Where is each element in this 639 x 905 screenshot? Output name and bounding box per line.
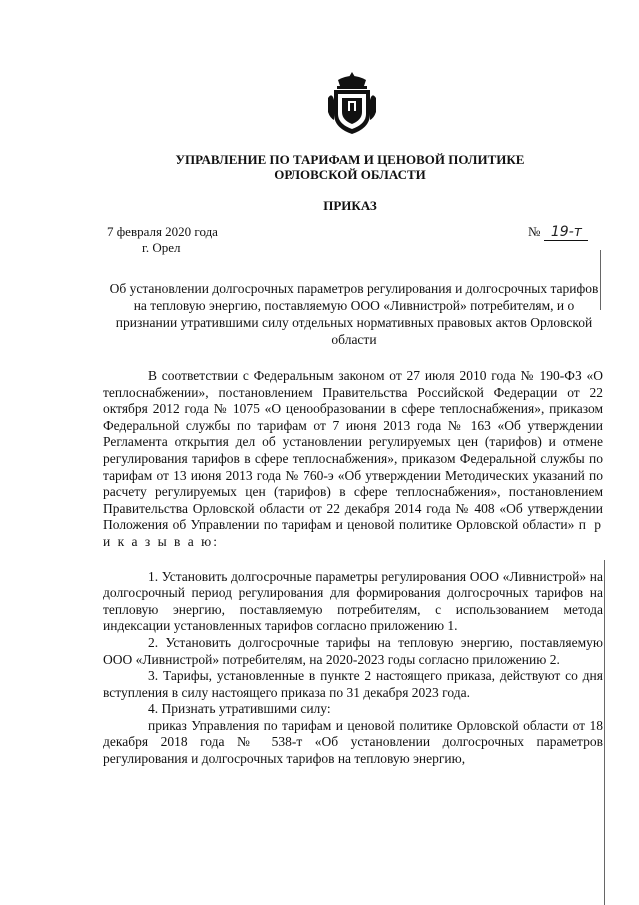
document-body [103,368,603,768]
order-word: п р и к а з ы в а ю: [103,517,603,549]
coat-of-arms-emblem [328,70,376,138]
document-city: г. Орел [142,240,181,255]
document-subject: Об установлении долгосрочных параметров регулирования и долгосрочных тарифов на тепловую энергию, поставляемую ООО «Ливнистрой» потребителям, и о признании утратившими силу отдельных нормативных правовых актов Орловской области [109,281,599,347]
preamble-paragraph [103,368,603,551]
number-label: № [528,224,541,239]
item-4-subitem: приказ Управления по тарифам и ценовой политике Орловской области от 18 декабря 2018 года № 538-т «Об установлении долгосрочных параметров регулирования и долгосрочных тарифов на тепловую энергию, [103,717,603,767]
issuer-line-1: УПРАВЛЕНИЕ ПО ТАРИФАМ И ЦЕНОВОЙ ПОЛИТИКЕ [175,152,525,167]
scan-edge-line [604,560,605,905]
scan-edge-line [600,250,601,310]
number-value: 19-т [544,224,588,241]
document-date: 7 февраля 2020 года [107,224,218,239]
preamble-text: В соответствии с Федеральным законом от 27 июля 2010 года № 190-ФЗ «О теплоснабжении», постановлением Правительства Российской Федерации от 22 октября 2012 года № 1075 «О ценообразовании в сфере теплоснабжения», приказом Федеральной службы по тарифам от 7 июня 2013 года № 163 «Об утверждении Регламента открытия дел об установлении регулируемых цен (тарифов) и отмене регулирования тарифов в сфере теплоснабжения», приказом Федеральной службы по тарифам от 13 июня 2013 года № 760-э «Об утверждении Методических указаний по расчету регулируемых цен (тарифов) в сфере теплоснабжения», постановлением Правительства Орловской области от 22 декабря 2014 года № 408 «Об утверждении Положения об Управлении по тарифам и ценовой политике Орловской области» [103,368,603,533]
document-type: ПРИКАЗ [323,198,377,213]
document-number [528,224,588,241]
issuer-header [100,152,600,182]
item-1: 1. Установить долгосрочные параметры регулирования ООО «Ливнистрой» на долгосрочный период регулирования для формирования долгосрочных тарифов на тепловую энергию, поставляемую потребителям, с использованием метода индексации установленных тарифов согласно приложению 1. [103,568,603,634]
item-2: 2. Установить долгосрочные тарифы на тепловую энергию, поставляемую ООО «Ливнистрой» потребителям, на 2020-2023 годы согласно приложению 2. [103,634,603,667]
item-3: 3. Тарифы, установленные в пункте 2 настоящего приказа, действуют со дня вступления в силу настоящего приказа по 31 декабря 2023 года. [103,668,603,700]
item-4: 4. Признать утратившими силу: [148,701,331,717]
issuer-line-2: ОРЛОВСКОЙ ОБЛАСТИ [274,167,426,182]
